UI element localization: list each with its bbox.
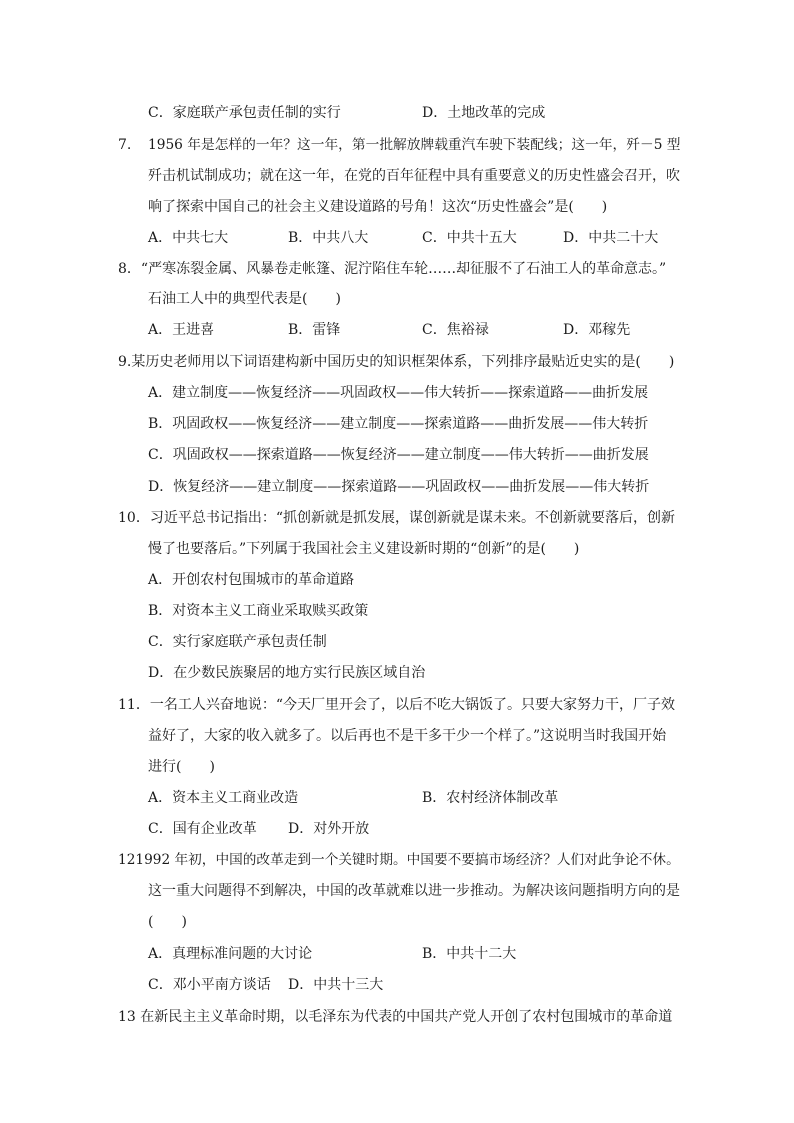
q11-option-a: A．资本主义工商业改造 — [148, 790, 299, 806]
q11-option-d: D．对外开放 — [288, 821, 370, 837]
q10-stem-line1: 10．习近平总书记指出：“抓创新就是抓发展，谋创新就是谋未来。不创新就要落后，创新 — [118, 510, 675, 526]
q12-option-d: D．中共十三大 — [288, 977, 384, 993]
q9-option-b: B．巩固政权——恢复经济——建立制度——探索道路——曲折发展——伟大转折 — [148, 416, 649, 432]
q8-option-d: D．邓稼先 — [563, 322, 631, 338]
q12-option-b: B．中共十二大 — [422, 946, 517, 962]
q10-option-c: C．实行家庭联产承包责任制 — [148, 634, 327, 650]
q7-option-b: B．中共八大 — [288, 230, 369, 246]
q6-option-d: D．土地改革的完成 — [422, 105, 546, 121]
q12-stem-line3: ( ) — [148, 914, 187, 930]
q6-option-c: C．家庭联产承包责任制的实行 — [148, 105, 341, 121]
q12-stem-line1: 121992 年初，中国的改革走到一个关键时期。中国要不要搞市场经济？人们对此争论不休。 — [118, 852, 680, 868]
q10-option-a: A．开创农村包围城市的革命道路 — [148, 572, 355, 588]
q8-stem-line2: 石油工人中的典型代表是( ) — [148, 291, 341, 307]
q13-stem-line1: 13 在新民主主义革命时期，以毛泽东为代表的中国共产党人开创了农村包围城市的革命道 — [118, 1009, 673, 1025]
q7-option-d: D．中共二十大 — [563, 230, 659, 246]
q8-option-a: A．王进喜 — [148, 322, 215, 338]
q10-option-d: D．在少数民族聚居的地方实行民族区域自治 — [148, 665, 426, 681]
q11-stem-line3: 进行( ) — [148, 759, 215, 775]
q8-stem-line1: 8．“严寒冻裂金属、风暴卷走帐篷、泥泞陷住车轮……却征服不了石油工人的革命意志。” — [118, 261, 667, 277]
q8-option-c: C．焦裕禄 — [422, 322, 489, 338]
q11-option-c: C．国有企业改革 — [148, 821, 257, 837]
q12-stem-line2: 这一重大问题得不到解决，中国的改革就难以进一步推动。为解决该问题指明方向的是 — [148, 883, 680, 899]
q11-stem-line1: 11．一名工人兴奋地说：“今天厂里开会了，以后不吃大锅饭了。只要大家努力干，厂子效 — [118, 697, 675, 713]
q7-stem-line3: 响了探索中国自己的社会主义建设道路的号角！这次“历史性盛会”是( ) — [148, 199, 608, 215]
q8-option-b: B．雷锋 — [288, 322, 341, 338]
q7-stem-line2: 歼击机试制成功；就在这一年，在党的百年征程中具有重要意义的历史性盛会召开，吹 — [148, 168, 680, 184]
q7-option-c: C．中共十五大 — [422, 230, 517, 246]
q11-stem-line2: 益好了，大家的收入就多了。以后再也不是干多干少一个样了。”这说明当时我国开始 — [148, 728, 667, 744]
q12-option-a: A．真理标准问题的大讨论 — [148, 946, 313, 962]
q10-option-b: B．对资本主义工商业采取赎买政策 — [148, 603, 369, 619]
q9-stem-line1: 9.某历史老师用以下词语建构新中国历史的知识框架体系，下列排序最贴近史实的是( ) — [118, 354, 675, 370]
q11-option-b: B．农村经济体制改革 — [422, 790, 559, 806]
q10-stem-line2: 慢了也要落后。”下列属于我国社会主义建设新时期的“创新”的是( ) — [148, 541, 580, 557]
q9-option-a: A．建立制度——恢复经济——巩固政权——伟大转折——探索道路——曲折发展 — [148, 385, 649, 401]
q12-option-c: C．邓小平南方谈话 — [148, 977, 271, 993]
q7-stem-line1: 1956 年是怎样的一年？这一年，第一批解放牌载重汽车驶下装配线；这一年，歼－5 型 — [148, 137, 681, 153]
q9-option-d: D．恢复经济——建立制度——探索道路——巩固政权——曲折发展——伟大转折 — [148, 479, 650, 495]
q7-option-a: A．中共七大 — [148, 230, 229, 246]
q7-number: 7. — [118, 137, 132, 153]
q9-option-c: C．巩固政权——探索道路——恢复经济——建立制度——伟大转折——曲折发展 — [148, 447, 649, 463]
